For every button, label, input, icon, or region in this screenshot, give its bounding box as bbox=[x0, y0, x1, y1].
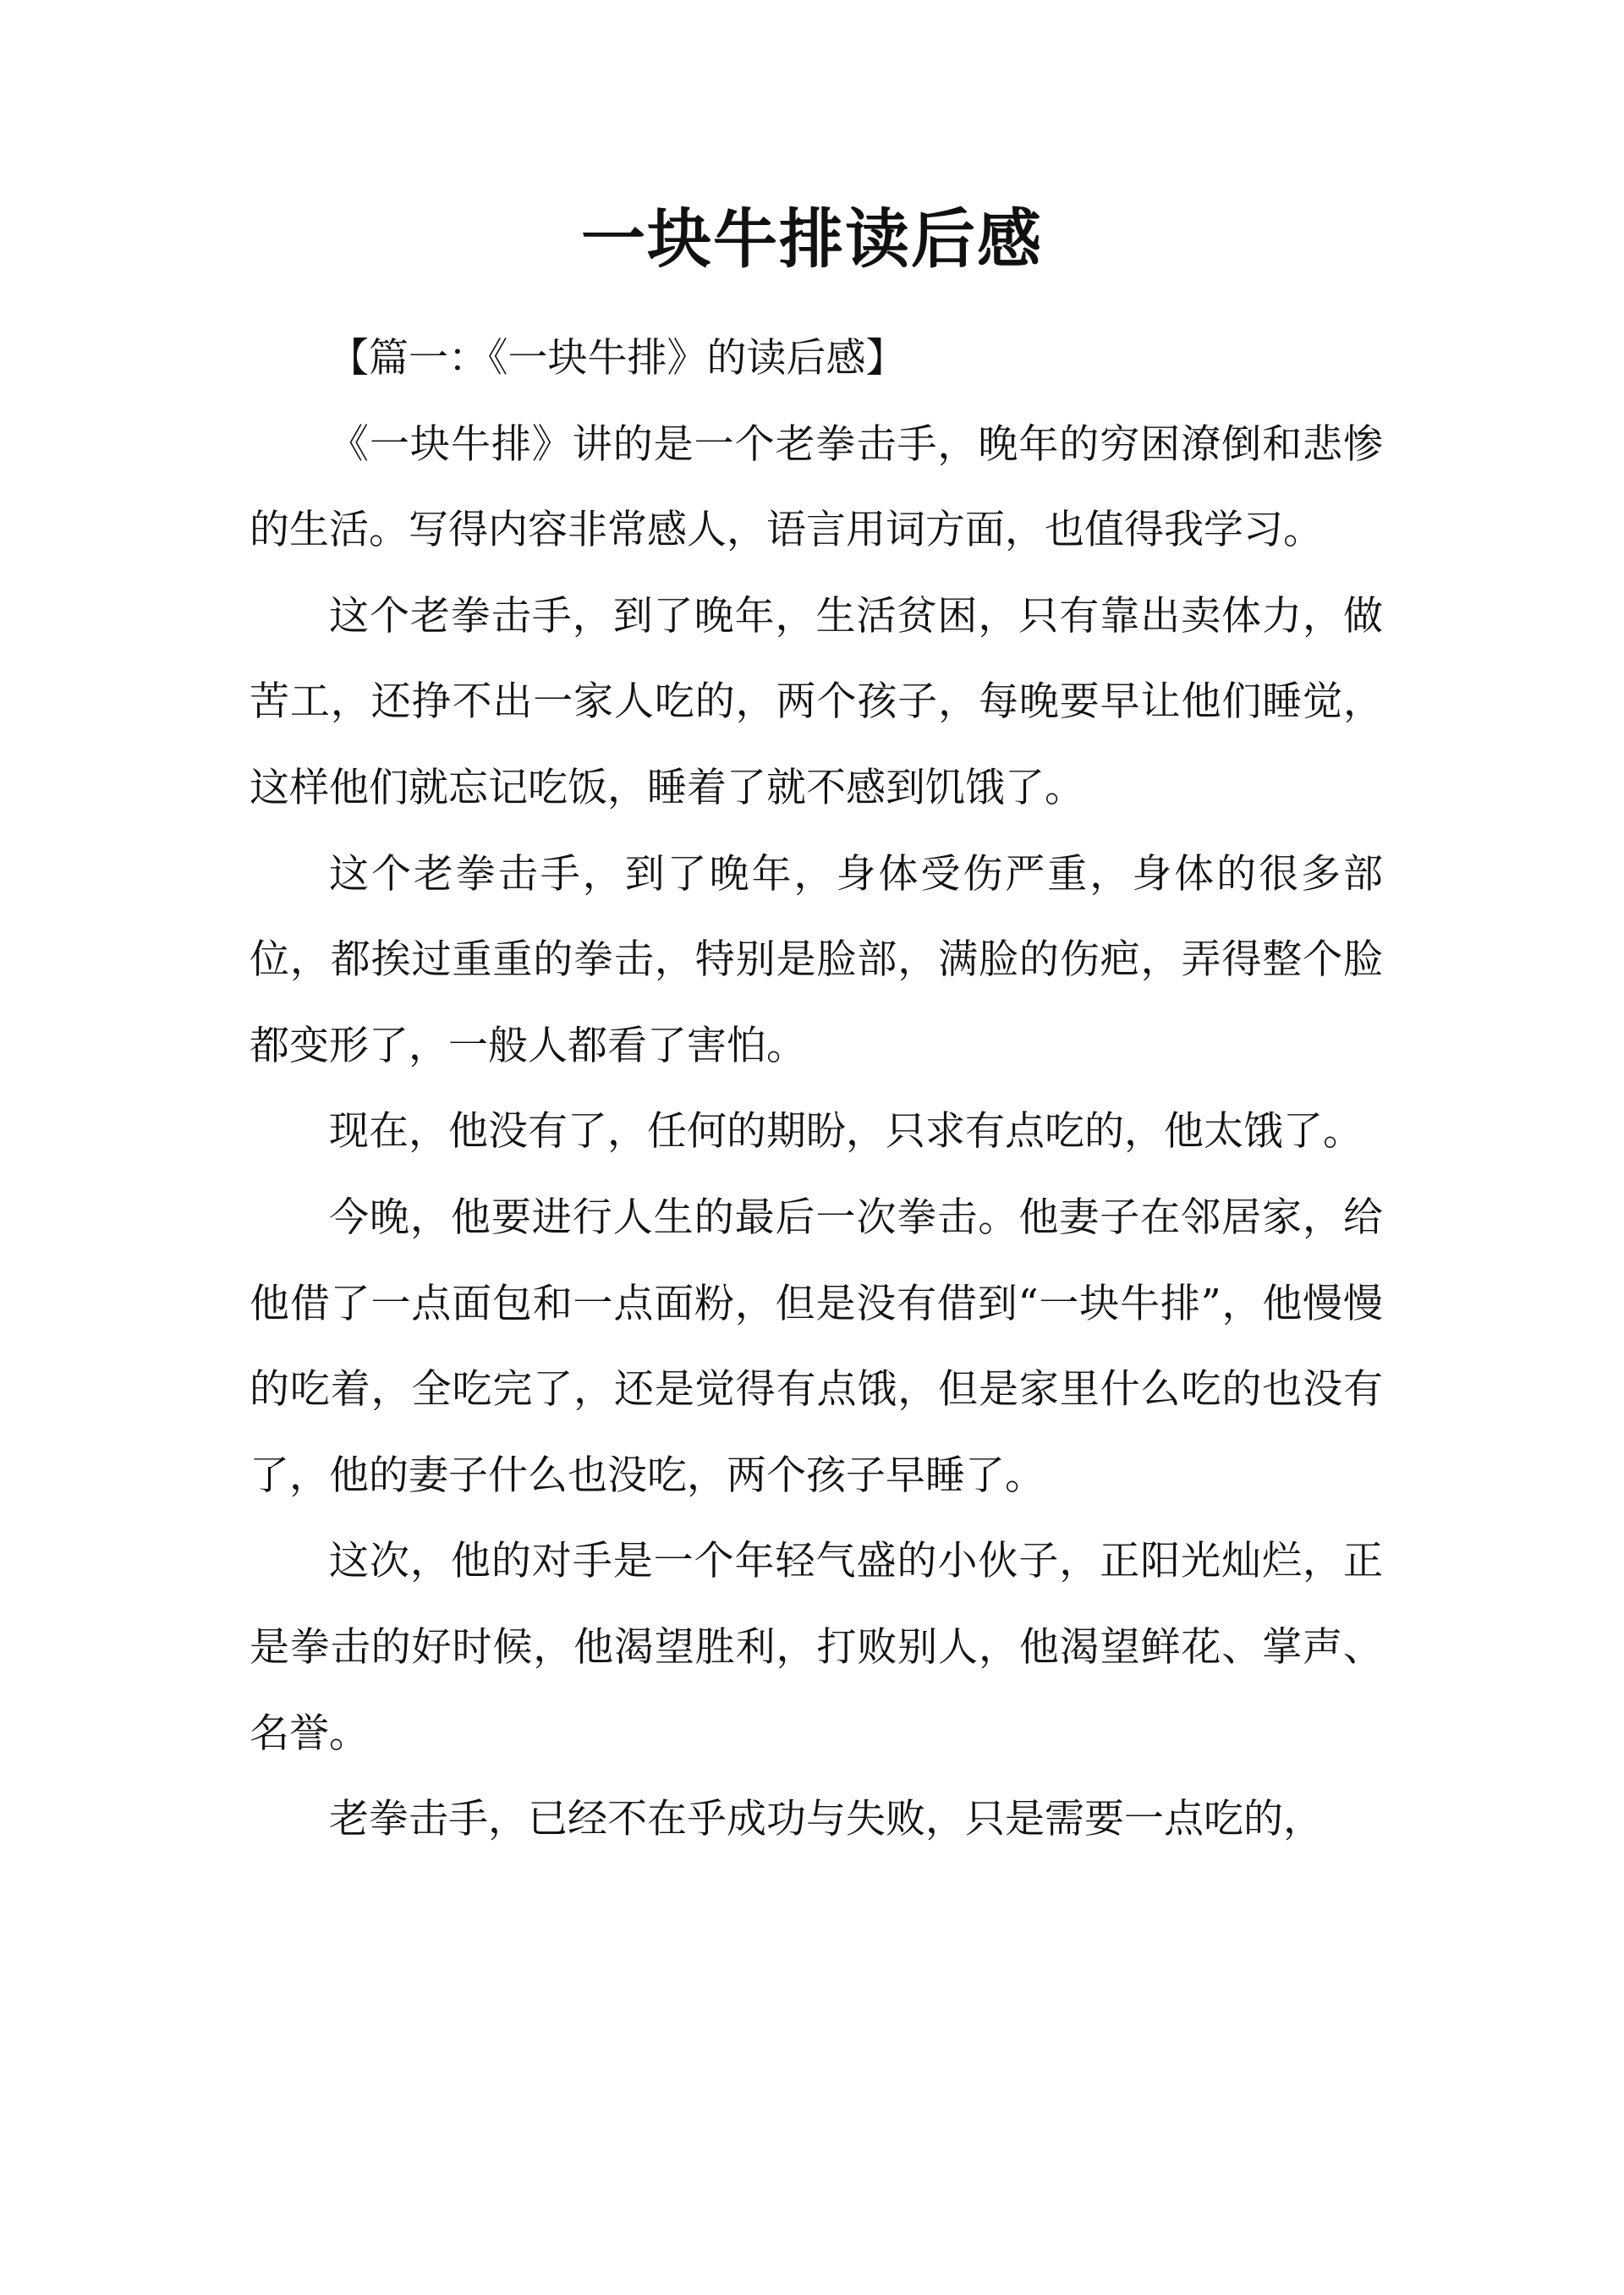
paragraph: 今晚，他要进行人生的最后一次拳击。他妻子在邻居家，给他借了一点面包和一点面粉，但是没有借到“一块牛排”，他慢慢的吃着，全吃完了，还是觉得有点饿，但是家里什么吃的也没有了，他的妻子什么也没吃，两个孩子早睡了。 bbox=[250, 1194, 1383, 1499]
paragraph: 《一块牛排》讲的是一个老拳击手，晚年的穷困潦倒和悲惨的生活。写得内容非常感人，语言用词方面，也值得我学习。 bbox=[250, 420, 1383, 554]
paragraph: 现在，他没有了，任何的期盼，只求有点吃的，他太饿了。 bbox=[329, 1108, 1363, 1156]
paragraph: 这个老拳击手，到了晚年，生活贫困，只有靠出卖体力，做苦工，还挣不出一家人吃的，两个孩子，每晚要早让他们睡觉，这样他们就忘记吃饭，睡着了就不感到饥饿了。 bbox=[250, 592, 1383, 811]
paragraph: 这次，他的对手是一个年轻气盛的小伙子，正阳光灿烂，正是拳击的好时候，他渴望胜利，打败别人，他渴望鲜花、掌声、名誉。 bbox=[250, 1538, 1383, 1757]
section-heading: 【篇一：《一块牛排》的读后感】 bbox=[329, 335, 906, 382]
document-body bbox=[250, 316, 1383, 1863]
paragraph: 这个老拳击手，到了晚年，身体受伤严重，身体的很多部位，都挨过重重的拳击，特别是脸部，满脸的伤疤，弄得整个脸都变形了，一般人都看了害怕。 bbox=[250, 850, 1383, 1069]
document-title: 一块牛排读后感 bbox=[581, 201, 1043, 277]
paragraph: 老拳击手，已经不在乎成功与失败，只是需要一点吃的， bbox=[329, 1796, 1323, 1843]
